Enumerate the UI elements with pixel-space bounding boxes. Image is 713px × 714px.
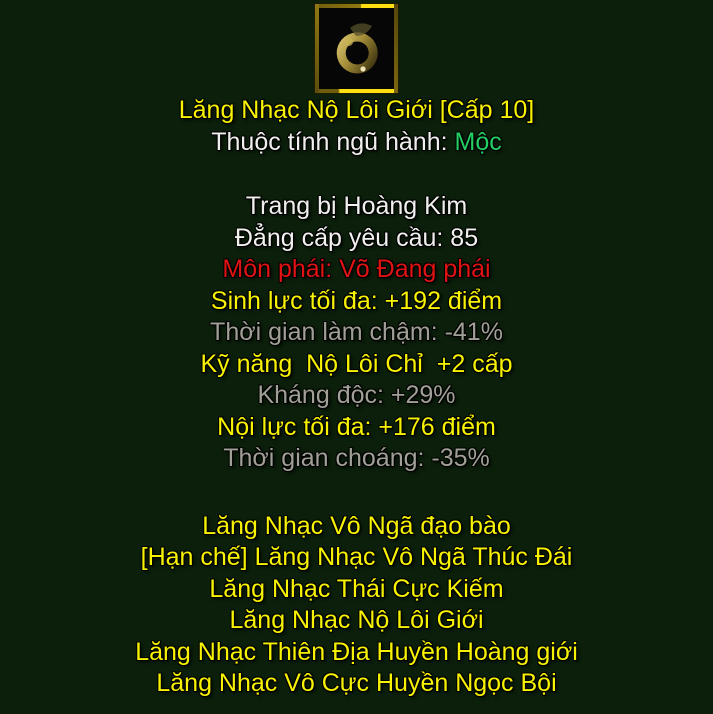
stat-line-level-req: Đẳng cấp yêu cầu: 85 [234, 223, 479, 252]
stat-line-poison-resist: Kháng độc: +29% [257, 381, 456, 409]
item-title: Lăng Nhạc Nộ Lôi Giới [Cấp 10] [178, 96, 535, 124]
stat-line-max-hp: Sinh lực tối đa: +192 điểm [210, 286, 503, 315]
stat-line-slow-time: Thời gian làm chậm: -41% [210, 318, 503, 346]
stat-line-faction-req: Môn phái: Võ Đang phái [222, 255, 491, 283]
stat-line-stun-time: Thời gian choáng: -35% [223, 444, 490, 472]
stat-line-max-mp: Nội lực tối đa: +176 điểm [217, 412, 496, 441]
set-item: Lăng Nhạc Vô Cực Huyền Ngọc Bội [156, 669, 557, 697]
item-icon-background [319, 8, 394, 89]
item-icon-slot[interactable] [315, 4, 398, 93]
set-item: Lăng Nhạc Thái Cực Kiếm [209, 574, 504, 603]
icon-frame-edge-right [394, 4, 398, 93]
icon-frame-edge-left [315, 4, 319, 93]
icon-frame-edge-bottom [315, 89, 398, 93]
set-item: Lăng Nhạc Thiên Địa Huyền Hoàng giới [135, 637, 578, 666]
stat-line-skill-bonus: Kỹ năng Nộ Lôi Chỉ +2 cấp [200, 349, 513, 378]
element-value: Mộc [454, 127, 502, 156]
element-line [211, 127, 501, 159]
stat-line-equip-grade: Trang bị Hoàng Kim [245, 192, 468, 220]
element-label: Thuộc tính ngũ hành: [211, 127, 455, 156]
set-item: Lăng Nhạc Nộ Lôi Giới [229, 606, 484, 634]
set-item: [Hạn chế] Lăng Nhạc Vô Ngã Thúc Đái [140, 543, 573, 571]
set-item: Lăng Nhạc Vô Ngã đạo bào [202, 511, 511, 540]
icon-frame-edge-top [315, 4, 398, 8]
gold-ring-icon [322, 12, 392, 86]
